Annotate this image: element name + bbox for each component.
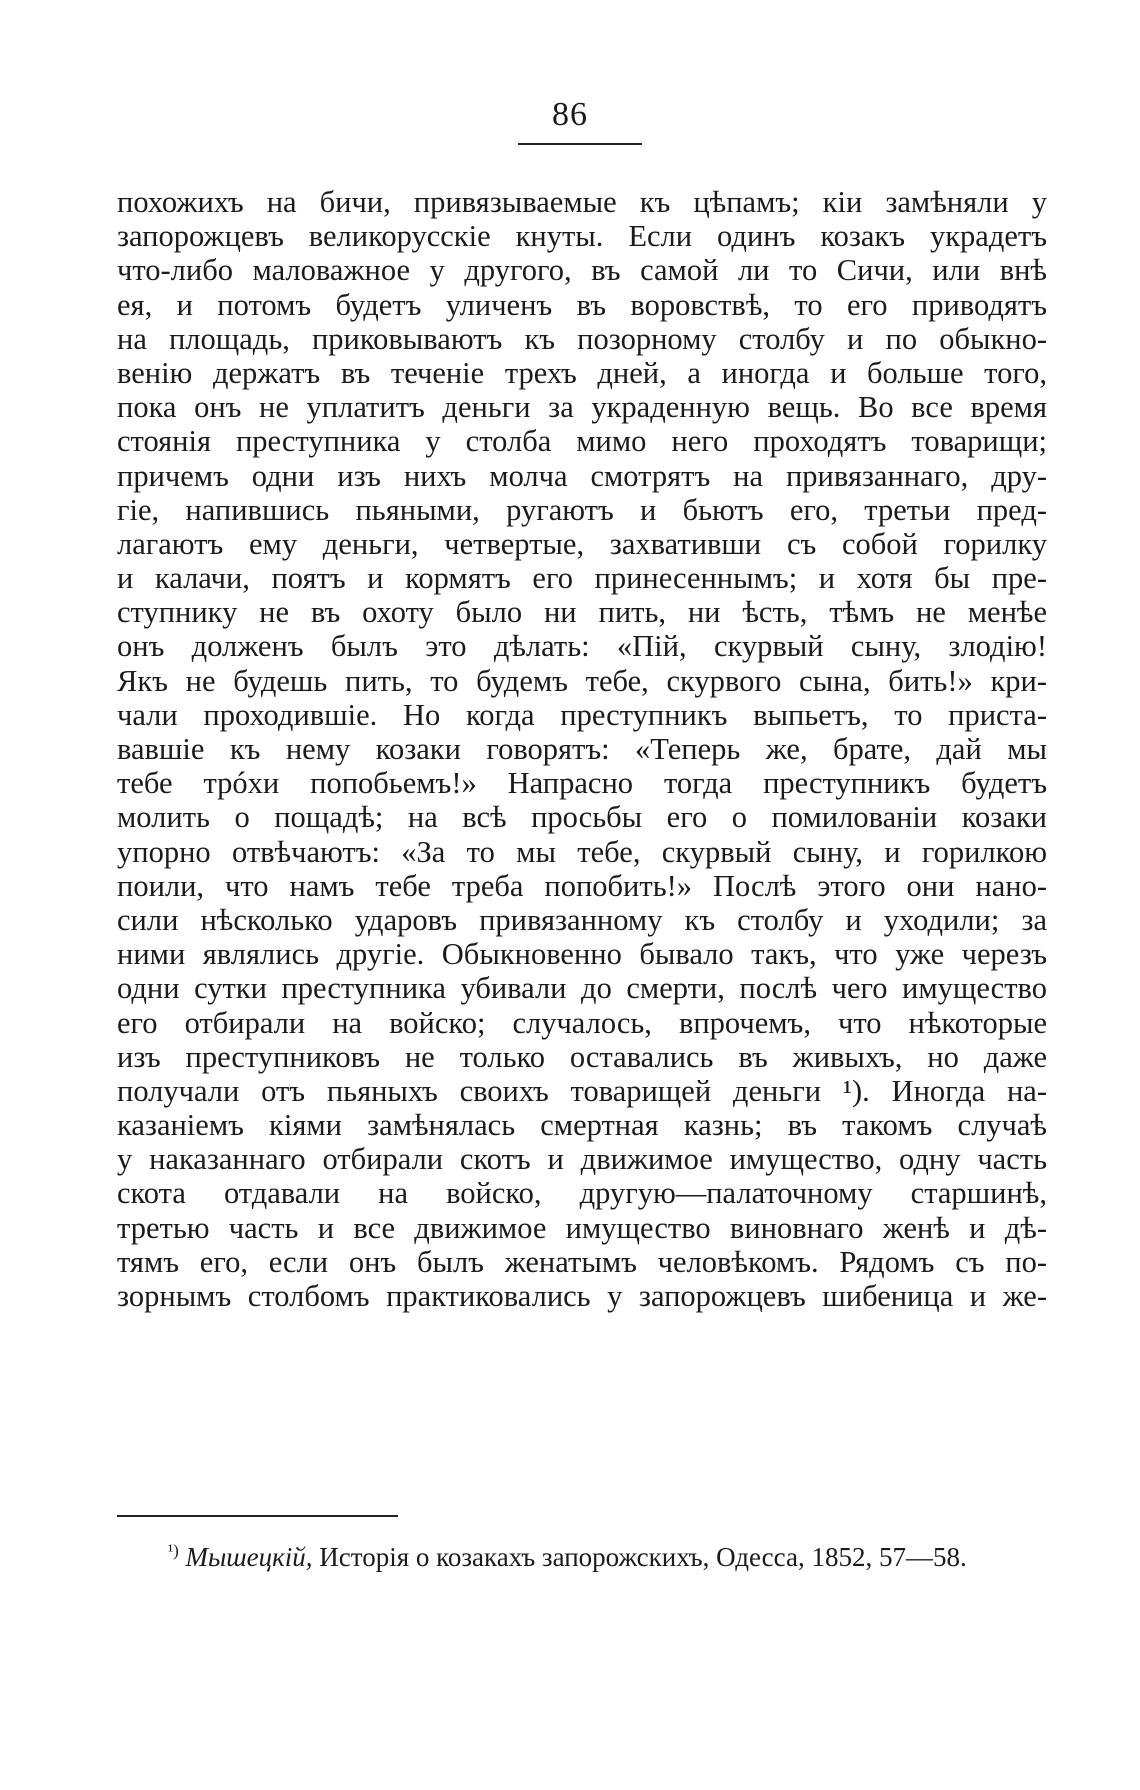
text-line: запорожцевъ великорусскіе кнуты. Если одинъ козакъ украдетъ <box>117 219 1047 254</box>
text-line: и калачи, поятъ и кормятъ его принесеннымъ; и хотя бы пре- <box>117 561 1047 596</box>
text-line: онъ долженъ былъ это дѣлать: «Пій, скурвый сыну, злодію! <box>117 629 1047 664</box>
text-line: упорно отвѣчаютъ: «За то мы тебе, скурвый сыну, и горилкою <box>117 834 1047 869</box>
text-line: гіе, напившись пьяными, ругаютъ и бьютъ его, третьи пред- <box>117 492 1047 527</box>
text-line: ними являлись другіе. Обыкновенно бывало такъ, что уже черезъ <box>117 937 1047 972</box>
text-line: похожихъ на бичи, привязываемые къ цѣпамъ; кіи замѣняли у <box>117 185 1047 219</box>
text-line: у наказаннаго отбирали скотъ и движимое имущество, одну часть <box>117 1142 1047 1177</box>
text-line: вавшіе къ нему козаки говорятъ: «Теперь же, брате, дай мы <box>117 732 1047 766</box>
text-line: изъ преступниковъ не только оставались въ живыхъ, но даже <box>117 1039 1047 1074</box>
footnote-rule <box>117 1515 398 1517</box>
footnote <box>168 1534 967 1574</box>
text-line: венію держатъ въ теченіе трехъ дней, а иногда и больше того, <box>117 355 1047 390</box>
text-line: что-либо маловажное у другого, въ самой ли то Сичи, или внѣ <box>117 253 1047 288</box>
text-line: на площадь, приковываютъ къ позорному столбу и по обыкно- <box>117 321 1047 356</box>
text-line: получали отъ пьяныхъ своихъ товарищей деньги ¹). Иногда на- <box>117 1073 1047 1108</box>
text-line: стоянія преступника у столба мимо него проходятъ товарищи; <box>117 424 1047 459</box>
text-line: ступнику не въ охоту было ни пить, ни ѣсть, тѣмъ не менѣе <box>117 595 1047 630</box>
text-line: пока онъ не уплатитъ деньги за украденную вещь. Во все время <box>117 390 1047 425</box>
text-line: тебе трóхи попобьемъ!» Напрасно тогда преступникъ будетъ <box>117 766 1047 801</box>
footnote-author: Мышецкій, <box>185 1542 313 1572</box>
page-number-rule <box>518 143 642 145</box>
footnote-marker: ¹) <box>168 1541 179 1560</box>
body-text <box>117 185 1047 1313</box>
text-line: одни сутки преступника убивали до смерти, послѣ чего имущество <box>117 971 1047 1006</box>
text-line: причемъ одни изъ нихъ молча смотрятъ на привязаннаго, дру- <box>117 458 1047 493</box>
text-line: скота отдавали на войско, другую—палаточному старшинѣ, <box>117 1176 1047 1211</box>
text-line: сили нѣсколько ударовъ привязанному къ столбу и уходили; за <box>117 902 1047 937</box>
text-line: его отбирали на войско; случалось, впрочемъ, что нѣкоторые <box>117 1005 1047 1040</box>
text-line: лагаютъ ему деньги, четвертые, захвативши съ собой горилку <box>117 526 1047 561</box>
footnote-text: Исторія о козакахъ запорожскихъ, Одесса, 1852, 57—58. <box>319 1542 967 1572</box>
text-line: Якъ не будешь пить, то будемъ тебе, скурвого сына, бить!» кри- <box>117 663 1047 698</box>
text-line: третью часть и все движимое имущество виновнаго женѣ и дѣ- <box>117 1210 1047 1245</box>
text-line: тямъ его, если онъ былъ женатымъ человѣкомъ. Рядомъ съ по- <box>117 1244 1047 1279</box>
text-line: ея, и потомъ будетъ уличенъ въ воровствѣ, то его приводятъ <box>117 287 1047 322</box>
page-number: 86 <box>552 96 588 133</box>
text-line: казаніемъ кіями замѣнялась смертная казнь; въ такомъ случаѣ <box>117 1108 1047 1143</box>
text-line: молить о пощадѣ; на всѣ просьбы его о помилованіи козаки <box>117 800 1047 835</box>
text-line: зорнымъ столбомъ практиковались у запорожцевъ шибеница и же- <box>117 1279 1047 1313</box>
text-line: чали проходившіе. Но когда преступникъ выпьетъ, то приста- <box>117 697 1047 732</box>
text-line: поили, что намъ тебе треба попобить!» Послѣ этого они нано- <box>117 868 1047 903</box>
